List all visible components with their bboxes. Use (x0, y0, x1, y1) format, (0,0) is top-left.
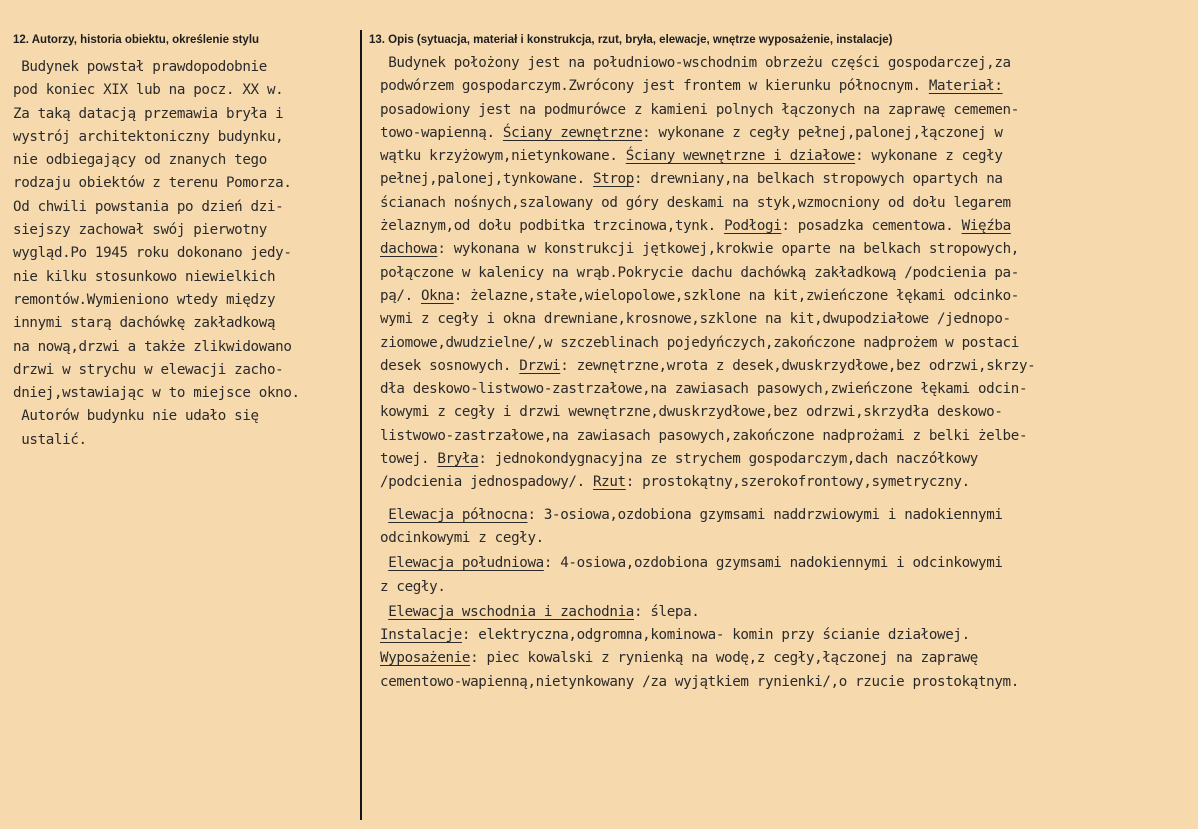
elevation-north (380, 504, 1035, 551)
history-line: drzwi w strychu w elewacji zacho- (13, 361, 284, 378)
history-line: rodzaju obiektów z terenu Pomorza. (13, 175, 292, 192)
history-line: Od chwili powstania po dzień dzi- (13, 198, 284, 215)
description-text-run (380, 604, 388, 620)
description-text-run: dła deskowo-listwowo-zastrzałowe,na zawiasach pasowych,zwieńczone łękami odcin- (380, 381, 1028, 398)
description-text-run: /podcienia jednospadowy/. (380, 474, 593, 491)
description-line (380, 52, 1035, 75)
field-label: Ściany zewnętrzne (502, 124, 643, 141)
history-line: innymi starą dachówkę zakładkową (13, 315, 276, 332)
description-text-run: podwórzem gospodarczym.Zwrócony jest frontem w kierunku północnym. (380, 78, 929, 95)
description-line (380, 671, 1035, 694)
description-line (380, 624, 1035, 647)
description-line (380, 168, 1035, 191)
history-line: wygląd.Po 1945 roku dokonano jedy- (13, 245, 292, 262)
description-text-run: listwowo-zastrzałowe,na zawiasach pasowych,zakończone nadprożami z belki żelbe- (380, 427, 1028, 444)
history-line: Za taką datacją przemawia bryła i (13, 105, 284, 122)
field-label: Wyposażenie (380, 650, 471, 667)
description-text-run: : drewniany,na belkach stropowych opartych na (633, 171, 1003, 188)
description-line (380, 448, 1035, 471)
description-text-run: pą/. (380, 287, 421, 304)
history-line: na nową,drzwi a także zlikwidowano (13, 338, 292, 355)
field-label: Materiał: (928, 78, 1003, 95)
description-text-run: : elektryczna,odgromna,kominowa- komin przy ścianie działowej. (461, 627, 970, 644)
history-line: dniej,wstawiając w to miejsce okno. (13, 385, 300, 402)
description-block-main (380, 52, 1035, 495)
description-text-run: : 3-osiowa,ozdobiona gzymsami naddrzwiowymi i nadokiennymi (527, 506, 1003, 523)
description-line (380, 601, 1035, 624)
field-label: Ściany wewnętrzne i działowe (625, 148, 856, 165)
history-line: pod koniec XIX lub na pocz. XX w. (13, 82, 284, 99)
column-divider (360, 30, 362, 820)
description-block-end (380, 601, 1035, 694)
history-line: nie kilku stosunkowo niewielkich (13, 268, 276, 285)
section-13-header: 13. Opis (sytuacja, materiał i konstrukcja, rzut, bryła, elewacje, wnętrze wyposażenie, instalacje) (369, 34, 893, 46)
description-text-run: : ślepa. (633, 603, 700, 620)
description-line (380, 99, 1035, 122)
description-text-run: towo-wapienną. (380, 124, 503, 141)
description-text-run (380, 507, 388, 523)
history-line: remontów.Wymieniono wtedy między (13, 291, 276, 308)
history-line: siejszy zachował swój pierwotny (13, 222, 267, 239)
description-text-run (380, 555, 388, 571)
description-line (380, 471, 1035, 494)
field-label: Więźba (961, 218, 1011, 235)
description-text-run: pełnej,palonej,tynkowane. (380, 171, 593, 188)
description-line (380, 308, 1035, 331)
description-text-run: : wykonana w konstrukcji jętkowej,krokwie oparte na belkach stropowych, (437, 241, 1019, 258)
description-line (380, 401, 1035, 424)
description-line (380, 552, 1035, 575)
field-label: Elewacja południowa (388, 555, 544, 572)
description-text-run: żelaznym,od dołu podbitka trzcinowa,tynk. (380, 218, 725, 235)
field-label: Elewacja wschodnia i zachodnia (388, 603, 634, 620)
description-text-run: kowymi z cegły i drzwi wewnętrzne,dwuskrzydłowe,bez odrzwi,skrzydła deskowo- (380, 404, 1003, 421)
field-label: Strop (592, 171, 634, 188)
description-text-run: cementowo-wapienną,nietynkowany /za wyjątkiem rynienki/,o rzucie prostokątnym. (380, 673, 1019, 690)
description-line (380, 75, 1035, 98)
description-line (380, 332, 1035, 355)
description-line (380, 285, 1035, 308)
field-label: Rzut (592, 474, 626, 491)
description-line (380, 238, 1035, 261)
field-label: dachowa (380, 241, 438, 258)
description-line (380, 215, 1035, 238)
elevation-south (380, 552, 1035, 599)
description-text-run: połączone w kalenicy na wrąb.Pokrycie dachu dachówką zakładkową /podcienia pa- (380, 264, 1019, 281)
description-text-run: towej. (380, 451, 438, 468)
description-line (380, 355, 1035, 378)
description-text-run: ścianach nośnych,szalowany od góry deskami na styk,wzmocniony od dołu legarem (380, 194, 1011, 211)
description-text-run: : żelazne,stałe,wielopolowe,szklone na kit,zwieńczone łękami odcinko- (453, 287, 1019, 304)
field-label: Elewacja północna (388, 506, 528, 523)
description-text-run: : wykonane z cegły pełnej,palonej,łączonej w (642, 124, 1003, 141)
description-line (380, 145, 1035, 168)
field-label: Drzwi (519, 357, 561, 374)
description-line (380, 425, 1035, 448)
description-line (380, 527, 1035, 550)
description-text-run: posadowiony jest na podmurówce z kamieni polnych łączonych na zaprawę cememen- (380, 101, 1019, 118)
section-12-header: 12. Autorzy, historia obiektu, określenie stylu (13, 34, 260, 46)
field-label: Podłogi (724, 218, 782, 235)
description-text-run: Budynek położony jest na południowo-wschodnim obrzeżu części gospodarczej,za (380, 55, 1011, 71)
description-text-run: desek sosnowych. (380, 357, 520, 374)
description-line (380, 122, 1035, 145)
description-line (380, 576, 1035, 599)
description-line (380, 378, 1035, 401)
description-text-run: z cegły. (380, 578, 446, 595)
description-text-run: : prostokątny,szerokofrontowy,symetryczny. (625, 474, 970, 491)
history-line: nie odbiegający od znanych tego (13, 152, 267, 169)
description-line (380, 647, 1035, 670)
description-text-run: odcinkowymi z cegły. (380, 529, 544, 546)
description-text-run: : wykonane z cegły (855, 148, 1003, 165)
history-line: Autorów budynku nie udało się (13, 408, 259, 425)
description-text-run: ziomowe,dwudzielne/,w szczeblinach pojedyńczych,zakończone nadprożem w postaci (380, 334, 1019, 351)
description-text-run: wątku krzyżowym,nietynkowane. (380, 148, 626, 165)
description-line (380, 262, 1035, 285)
description-line (380, 504, 1035, 527)
history-line: Budynek powstał prawdopodobnie (13, 59, 267, 75)
field-label: Instalacje (380, 627, 462, 644)
description-text-run: : piec kowalski z rynienką na wodę,z cegły,łączonej na zaprawę (470, 650, 978, 667)
field-label: Okna (420, 287, 454, 304)
description-text-run: : jednokondygnacyjna ze strychem gospodarczym,dach naczółkowy (478, 451, 979, 468)
history-line: wystrój architektoniczny budynku, (13, 128, 284, 145)
field-label: Bryła (437, 451, 479, 468)
history-text (13, 56, 300, 452)
description-line (380, 192, 1035, 215)
history-line: ustalić. (13, 431, 87, 448)
description-text-run: : zewnętrzne,wrota z desek,dwuskrzydłowe,bez odrzwi,skrzy- (560, 357, 1036, 374)
description-text (380, 52, 1035, 694)
description-text-run: wymi z cegły i okna drewniane,krosnowe,szklone na kit,dwupodziałowe /jednopo- (380, 311, 1011, 328)
description-text-run: : 4-osiowa,ozdobiona gzymsami nadokiennymi i odcinkowymi (543, 555, 1003, 572)
description-text-run: : posadzka cementowa. (781, 218, 962, 235)
